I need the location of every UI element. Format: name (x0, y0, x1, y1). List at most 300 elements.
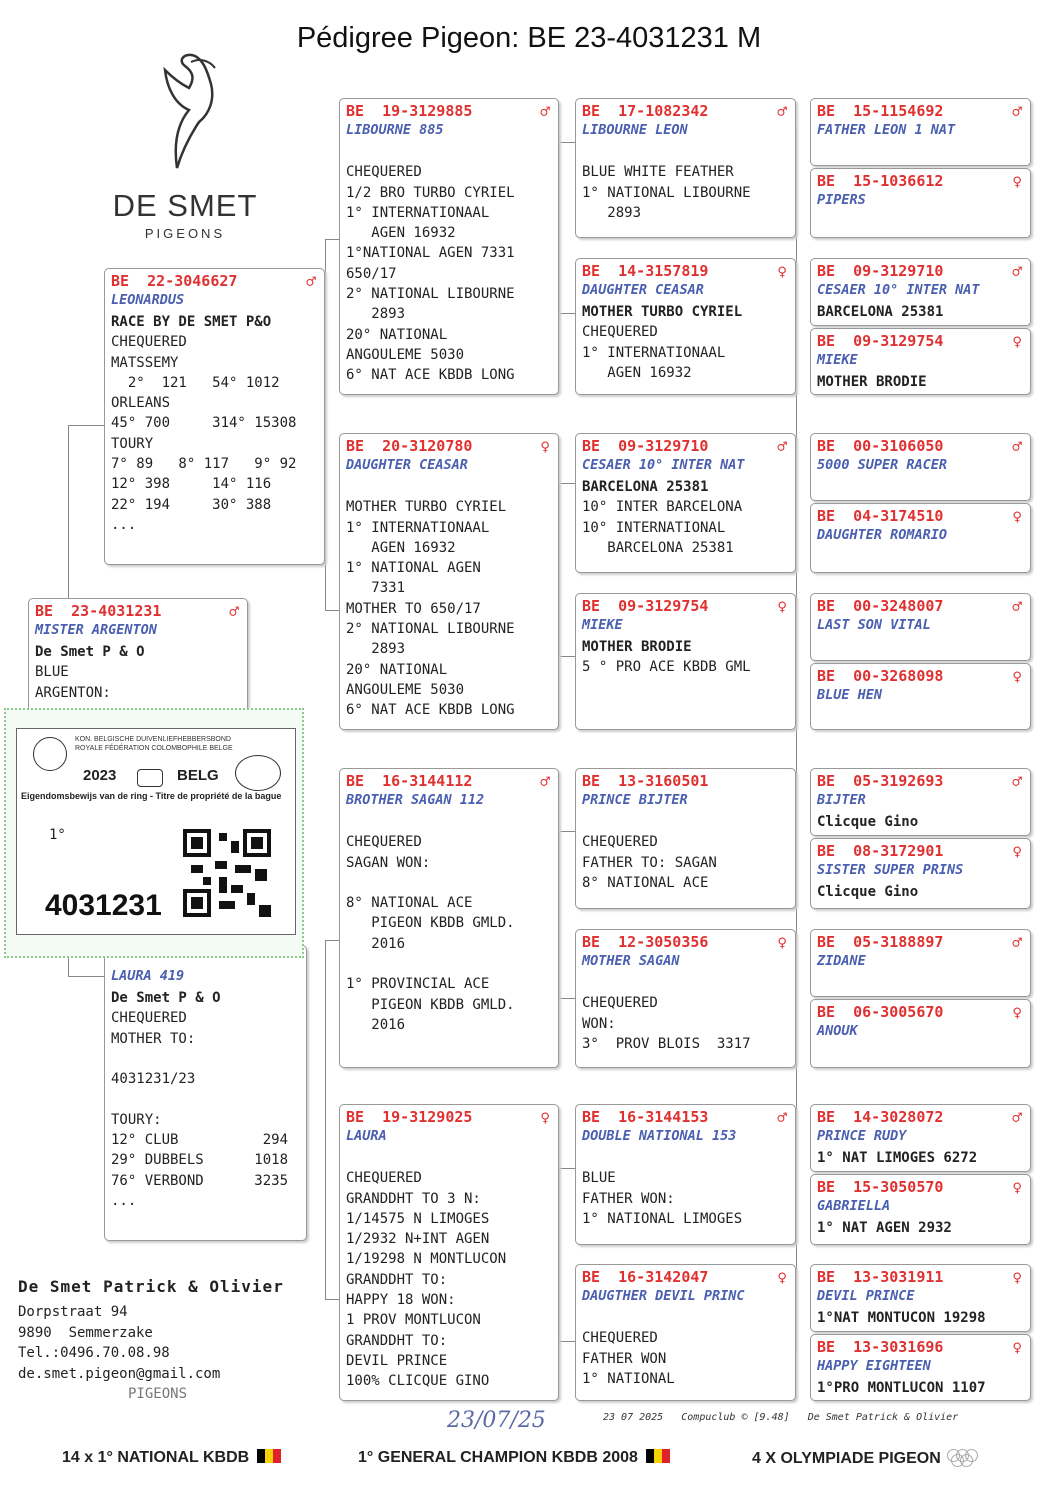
owner-info (18, 1277, 284, 1405)
ring-number (582, 262, 789, 282)
pigeon-info-line: ANGOULEME 5030 (346, 681, 465, 698)
card-gg2 (575, 258, 796, 395)
pigeon-info-line: WON: (582, 1015, 616, 1032)
male-icon: ♂ (1012, 597, 1022, 616)
pigeon-info-line (582, 1148, 789, 1168)
pigeon-name: BLUE HEN (817, 687, 883, 703)
pigeon-info-line: FATHER WON: (582, 1190, 675, 1207)
ring-number (346, 772, 552, 792)
ring-number (817, 1178, 1024, 1198)
female-icon: ♀ (1012, 667, 1022, 686)
pigeon-info-line: 1° INTERNATIONAAL (346, 519, 490, 536)
belgian-flag-icon (646, 1449, 670, 1463)
ring-number (582, 1108, 789, 1128)
pigeon-info-line: 3° PROV BLOIS 3317 (582, 1035, 751, 1052)
pigeon-info-line: FATHER TO: SAGAN (582, 854, 717, 871)
pigeon-info-line: MOTHER TO: (111, 1030, 196, 1047)
logo-subtitle: PIGEONS (144, 226, 226, 241)
pigeon-info-line: AGEN 16932 (346, 539, 456, 556)
ring-number (817, 933, 1024, 953)
ring-number (346, 1108, 552, 1128)
ring-number-text: BE 22-3046627 (111, 272, 238, 290)
card-ggg4 (810, 328, 1031, 395)
pigeon-info-line: BLUE (582, 1170, 616, 1187)
sticker-federation: KON. BELGISCHE DUIVENLIEFHEBBERSBOND ROYALE FÉDÉRATION COLOMBOPHILE BELGE (75, 736, 233, 752)
ring-number (817, 102, 1024, 122)
female-icon: ♀ (540, 437, 550, 456)
pigeon-info-line: 650/17 (346, 265, 397, 282)
pigeon-name: LAST SON VITAL (817, 617, 931, 633)
pigeon-info-line: Clicque Gino (817, 884, 919, 900)
ring-number-text: BE 00-3248007 (817, 597, 944, 615)
ring-number-text: BE 15-1036612 (817, 172, 944, 190)
bottom-right (752, 1449, 981, 1468)
pigeon-name: DAUGTHER DEVIL PRINC (582, 1288, 745, 1304)
pigeon-name: BROTHER SAGAN 112 (346, 792, 485, 808)
dove-icon (155, 48, 225, 178)
connector-g4 (559, 1168, 576, 1342)
card-gg4 (575, 593, 796, 730)
de-smet-logo (105, 48, 265, 243)
card-g2 (339, 433, 559, 730)
pigeon-info-line: CHEQUERED (582, 995, 658, 1012)
pigeon-info-line: 1° NATIONAL LIBOURNE (582, 184, 751, 201)
pigeon-info-line: GRANDDHT TO 3 N: (346, 1190, 481, 1207)
pigeon-info-line: 5 ° PRO ACE KBDB GML (582, 659, 751, 676)
ring-number-text: BE 05-3192693 (817, 772, 944, 790)
sticker-ring-number: 4031231 (45, 889, 162, 922)
pigeon-info-line: 1/2 BRO TURBO CYRIEL (346, 184, 515, 201)
connector-g1 (559, 142, 576, 314)
ring-number-text: BE 09-3129710 (582, 437, 709, 455)
pigeon-name: SISTER SUPER PRINS (817, 862, 964, 878)
pigeon-info-line: 20° NATIONAL (346, 326, 448, 343)
pigeon-name: LAURA (346, 1128, 387, 1144)
pigeon-info-line: 12° 398 14° 116 (111, 476, 272, 493)
ring-number-text: BE 00-3268098 (817, 667, 944, 685)
pigeon-info-line: FATHER WON (582, 1350, 667, 1367)
pigeon-name: DAUGHTER CEASAR (582, 282, 704, 298)
ring-number-text: BE 00-3106050 (817, 437, 944, 455)
ring-number (817, 507, 1024, 527)
connector-gg-col (796, 130, 811, 1350)
pigeon-name: DAUGHTER CEASAR (346, 457, 468, 473)
ring-number-text: BE 13-3160501 (582, 772, 709, 790)
ring-number-text: BE 23-4031231 (35, 602, 162, 620)
card-ggg6 (810, 503, 1031, 573)
pigeon-info-line: ... (111, 516, 137, 533)
card-ggg5 (810, 433, 1031, 501)
card-gg8 (575, 1264, 796, 1401)
pigeon-info-line: HAPPY 18 WON: (346, 1292, 456, 1309)
pigeon-info-line: BARCELONA 25381 (817, 304, 944, 320)
female-icon: ♀ (1012, 172, 1022, 191)
card-gg5 (575, 768, 796, 909)
pigeon-name: MOTHER SAGAN (582, 953, 680, 969)
card-gg1 (575, 98, 796, 238)
pigeon-info-line: PIGEON KBDB GMLD. (346, 996, 515, 1013)
globe-seal-icon (235, 755, 281, 791)
olympic-rings-icon (947, 1449, 981, 1465)
pigeon-info-line: CHEQUERED (346, 164, 422, 181)
owner-name: De Smet Patrick & Olivier (18, 1277, 284, 1296)
ring-number (35, 602, 241, 622)
pigeon-info-line: 22° 194 30° 388 (111, 496, 272, 513)
male-icon: ♂ (229, 602, 239, 621)
pigeon-info-line (346, 954, 552, 974)
ring-number (817, 1338, 1024, 1358)
connector-dam (325, 940, 340, 1300)
card-g3 (339, 768, 559, 1068)
pigeon-info-line: 1° PROVINCIAL ACE (346, 976, 490, 993)
male-icon: ♂ (777, 1108, 787, 1127)
pigeon-info-line (111, 1089, 300, 1109)
ring-number-text: BE 08-3172901 (817, 842, 944, 860)
owner-email: de.smet.pigeon@gmail.com (18, 1365, 221, 1382)
pigeon-info-line: 1° NAT LIMOGES 6272 (817, 1150, 978, 1166)
pigeon-info-line: 1° INTERNATIONAAL (346, 204, 490, 221)
ring-number-text: BE 16-3142047 (582, 1268, 709, 1286)
female-icon: ♀ (1012, 507, 1022, 526)
male-icon: ♂ (1012, 1108, 1022, 1127)
owner-stamp: PIGEONS (128, 1386, 188, 1402)
pigeon-info-line: 10° INTER BARCELONA (582, 499, 743, 516)
kbdb-emblem-icon (33, 737, 67, 771)
ring-number (582, 933, 789, 953)
male-icon: ♂ (540, 102, 550, 121)
ring-number (817, 772, 1024, 792)
male-icon: ♂ (1012, 933, 1022, 952)
pigeon-name: DOUBLE NATIONAL 153 (582, 1128, 737, 1144)
pigeon-info-line: 6° NAT ACE KBDB LONG (346, 367, 515, 384)
ring-number (817, 172, 1024, 192)
pigeon-info-line: 10° INTERNATIONAL (582, 519, 726, 536)
pigeon-info-line: 2016 (346, 1016, 406, 1033)
pigeon-info-line: CHEQUERED (582, 1330, 658, 1347)
pigeon-info-line: 4031231/23 (111, 1071, 196, 1088)
pigeon-name: LIBOURNE LEON (582, 122, 688, 138)
connector-g2 (559, 483, 576, 657)
pigeon-info-line (582, 1308, 789, 1328)
ring-number (346, 437, 552, 457)
card-g1 (339, 98, 559, 395)
pigeon-info-line: CHEQUERED (111, 1010, 187, 1027)
ring-number (817, 332, 1024, 352)
pigeon-name: FATHER LEON 1 NAT (817, 122, 956, 138)
card-gg6 (575, 929, 796, 1068)
pigeon-info-line: MATSSEMY (111, 354, 179, 371)
ring-certificate-sticker (4, 708, 304, 958)
female-icon: ♀ (1012, 1003, 1022, 1022)
pigeon-info-line: 100% CLICQUE GINO (346, 1373, 490, 1390)
pigeon-name: GABRIELLA (817, 1198, 891, 1214)
male-icon: ♂ (540, 772, 550, 791)
ring-number (111, 272, 318, 292)
pigeon-info-line: 1° INTERNATIONAAL (582, 344, 726, 361)
pigeon-name: PRINCE BIJTER (582, 792, 688, 808)
pigeon-info-line: 1/19298 N MONTLUCON (346, 1251, 507, 1268)
card-ggg9 (810, 768, 1031, 836)
ring-number-text: BE 09-3129754 (582, 597, 709, 615)
pigeon-info-line: 2893 (346, 306, 406, 323)
sticker-year: 2023 (83, 767, 117, 784)
pigeon-info-line: BARCELONA 25381 (582, 479, 709, 495)
ring-number-text: BE 05-3188897 (817, 933, 944, 951)
ring-number (582, 437, 789, 457)
female-icon: ♀ (1012, 1178, 1022, 1197)
ring-number-text: BE 14-3028072 (817, 1108, 944, 1126)
pigeon-info-line: CHEQUERED (582, 324, 658, 341)
female-icon: ♀ (540, 1108, 550, 1127)
pigeon-name: LEONARDUS (111, 292, 185, 308)
ring-number (582, 102, 789, 122)
pigeon-info-line: 2893 (346, 641, 406, 658)
pigeon-info-line (582, 812, 789, 832)
ring-number (817, 842, 1024, 862)
handwritten-date: 23/07/25 (447, 1408, 546, 1433)
pigeon-info-line: MOTHER BRODIE (817, 374, 927, 390)
pigeon-info-line: 2° NATIONAL LIBOURNE (346, 286, 515, 303)
pigeon-name: CESAER 10° INTER NAT (817, 282, 980, 298)
pigeon-info-line: CHEQUERED (346, 834, 422, 851)
pigeon-name: MIEKE (817, 352, 858, 368)
female-icon: ♀ (777, 1268, 787, 1287)
pigeon-info-line: 1°NATIONAL AGEN 7331 (346, 245, 515, 262)
pigeon-info-line: TOURY (111, 435, 154, 452)
card-ggg1 (810, 98, 1031, 166)
ring-number-text: BE 20-3120780 (346, 437, 473, 455)
female-icon: ♀ (777, 262, 787, 281)
pigeon-info-line: MOTHER TURBO CYRIEL (582, 304, 743, 320)
ring-number (817, 437, 1024, 457)
female-icon: ♀ (1012, 1338, 1022, 1357)
ring-number-text: BE 15-3050570 (817, 1178, 944, 1196)
ring-number-text: BE 09-3129710 (817, 262, 944, 280)
pigeon-info-line: 6° NAT ACE KBDB LONG (346, 702, 515, 719)
pigeon-info-line: De Smet P & O (111, 990, 221, 1006)
card-ggg8 (810, 663, 1031, 730)
pigeon-info-line: 1° NATIONAL AGEN (346, 560, 481, 577)
pigeon-info-line: SAGAN WON: (346, 854, 431, 871)
pigeon-info-line: 1°NAT MONTUCON 19298 (817, 1310, 986, 1326)
pigeon-info-line: 7331 (346, 580, 406, 597)
ring-number (582, 1268, 789, 1288)
ring-number (817, 1108, 1024, 1128)
pigeon-info-line: CHEQUERED (346, 1170, 422, 1187)
card-sire (104, 268, 325, 565)
ring-number-text: BE 12-3050356 (582, 933, 709, 951)
bottom-center (358, 1449, 670, 1467)
pigeon-info-line: 1/14575 N LIMOGES (346, 1210, 490, 1227)
card-ggg16 (810, 1334, 1031, 1401)
pigeon-info-line: ANGOULEME 5030 (346, 346, 465, 363)
male-icon: ♂ (1012, 262, 1022, 281)
pigeon-info-line: MOTHER BRODIE (582, 639, 692, 655)
owner-street: Dorpstraat 94 (18, 1304, 128, 1320)
pigeon-info-line: 2° NATIONAL LIBOURNE (346, 621, 515, 638)
pigeon-info-line: PIGEON KBDB GMLD. (346, 915, 515, 932)
pigeon-info-line: 1° NATIONAL LIMOGES (582, 1210, 743, 1227)
ring-number-text: BE 04-3174510 (817, 507, 944, 525)
sticker-card (16, 728, 296, 935)
pigeon-info-line: 76° VERBOND 3235 (111, 1172, 289, 1189)
pigeon-info-line: 29° DUBBELS 1018 (111, 1152, 289, 1169)
pigeon-name: LIBOURNE 885 (346, 122, 444, 138)
ring-number-text: BE 14-3157819 (582, 262, 709, 280)
card-g4 (339, 1104, 559, 1401)
pigeon-info-line: 8° NATIONAL ACE (346, 895, 473, 912)
male-icon: ♂ (1012, 772, 1022, 791)
pigeon-info-line: BLUE (35, 664, 69, 681)
card-gg3 (575, 433, 796, 573)
sticker-ownership: Eigendomsbewijs van de ring - Titre de propriété de la bague (21, 791, 282, 801)
ring-number (817, 667, 1024, 687)
ring-number-text: BE 19-3129885 (346, 102, 473, 120)
male-icon: ♂ (1012, 102, 1022, 121)
pigeon-info-line: De Smet P & O (35, 644, 145, 660)
connector-sire (325, 239, 340, 611)
card-ggg14 (810, 1174, 1031, 1245)
ring-number-text: BE 13-3031696 (817, 1338, 944, 1356)
pigeon-name: DEVIL PRINCE (817, 1288, 915, 1304)
pigeon-info-line (111, 1049, 300, 1069)
ring-number (817, 1003, 1024, 1023)
pigeon-name: PIPERS (817, 192, 866, 208)
sticker-rank: 1° (49, 827, 66, 843)
crown-icon (137, 769, 163, 787)
pigeon-name: ZIDANE (817, 953, 866, 969)
pigeon-info-line (346, 873, 552, 893)
pigeon-info-line: AGEN 16932 (582, 364, 692, 381)
pigeon-name: HAPPY EIGHTEEN (817, 1358, 931, 1374)
pigeon-info-line: 20° NATIONAL (346, 661, 448, 678)
card-ggg11 (810, 929, 1031, 997)
bottom-center-text: 1° GENERAL CHAMPION KBDB 2008 (358, 1449, 638, 1466)
pigeon-name: ANOUK (817, 1023, 858, 1039)
ring-number-text: BE 13-3031911 (817, 1268, 944, 1286)
ring-number-text: BE 17-1082342 (582, 102, 709, 120)
bottom-left (62, 1449, 281, 1467)
card-ggg7 (810, 593, 1031, 661)
sticker-country: BELG (177, 767, 219, 784)
card-ggg15 (810, 1264, 1031, 1332)
pigeon-info-line: 1° NATIONAL (582, 1370, 675, 1387)
pigeon-info-line (346, 812, 552, 832)
pigeon-info-line: 1 PROV MONTLUCON (346, 1312, 481, 1329)
pigeon-name: MISTER ARGENTON (35, 622, 157, 638)
card-ggg2 (810, 168, 1031, 238)
pigeon-info-line (346, 1148, 552, 1168)
ring-number-text: BE 09-3129754 (817, 332, 944, 350)
footer-meta: 23 07 2025 Compuclub © [9.48] De Smet Patrick & Olivier (603, 1412, 959, 1423)
qr-code-icon (183, 829, 271, 917)
female-icon: ♀ (777, 597, 787, 616)
ring-number-text: BE 15-1154692 (817, 102, 944, 120)
pigeon-name: 5000 SUPER RACER (817, 457, 948, 473)
pigeon-info-line: BLUE WHITE FEATHER (582, 164, 734, 181)
card-ggg3 (810, 258, 1031, 326)
pigeon-info-line: 45° 700 314° 15308 (111, 415, 297, 432)
pigeon-info-line: TOURY: (111, 1111, 162, 1128)
pigeon-info-line: 12° CLUB 294 (111, 1132, 289, 1149)
pigeon-info-line (346, 142, 552, 162)
pigeon-info-line: CHEQUERED (582, 834, 658, 851)
pigeon-info-line: GRANDDHT TO: (346, 1332, 448, 1349)
pigeon-info-line (346, 477, 552, 497)
pigeon-info-line: ... (111, 1192, 137, 1209)
ring-number-text: BE 16-3144153 (582, 1108, 709, 1126)
card-ggg13 (810, 1104, 1031, 1172)
pigeon-info-line: 7° 89 8° 117 9° 92 (111, 456, 297, 473)
female-icon: ♀ (777, 933, 787, 952)
pigeon-info-line (582, 973, 789, 993)
pigeon-info-line: MOTHER TO 650/17 (346, 600, 481, 617)
pigeon-info-line: ARGENTON: (35, 684, 111, 701)
ring-number (582, 772, 789, 792)
ring-number (817, 597, 1024, 617)
ring-number-text: BE 19-3129025 (346, 1108, 473, 1126)
logo-brand: DE SMET (112, 188, 258, 223)
pigeon-info-line: BARCELONA 25381 (582, 539, 734, 556)
pigeon-info-line: 1/2932 N+INT AGEN (346, 1231, 490, 1248)
owner-city: 9890 Semmerzake (18, 1324, 153, 1341)
male-icon: ♂ (1012, 437, 1022, 456)
pigeon-info-line: ORLEANS (111, 395, 171, 412)
pigeon-info-line: 2° 121 54° 1012 (111, 374, 280, 391)
pigeon-name: PRINCE RUDY (817, 1128, 907, 1144)
card-ggg12 (810, 999, 1031, 1068)
pigeon-info-line: MOTHER TURBO CYRIEL (346, 499, 507, 516)
ring-number-text: BE 16-3144112 (346, 772, 473, 790)
pigeon-name: DAUGHTER ROMARIO (817, 527, 948, 543)
male-icon: ♂ (777, 102, 787, 121)
connector-g3 (559, 831, 576, 999)
pigeon-info-line: DEVIL PRINCE (346, 1352, 448, 1369)
bottom-left-text: 14 x 1° NATIONAL KBDB (62, 1449, 250, 1466)
ring-number (582, 597, 789, 617)
male-icon: ♂ (777, 437, 787, 456)
pigeon-info-line: CHEQUERED (111, 334, 187, 351)
pigeon-info-line: 8° NATIONAL ACE (582, 874, 709, 891)
ring-number-text: BE 06-3005670 (817, 1003, 944, 1021)
pigeon-name: CESAER 10° INTER NAT (582, 457, 745, 473)
belgian-flag-icon (257, 1449, 281, 1463)
female-icon: ♀ (1012, 1268, 1022, 1287)
page-title: Pédigree Pigeon: BE 23-4031231 M (296, 22, 762, 54)
card-subject (28, 598, 248, 718)
pigeon-name: MIEKE (582, 617, 623, 633)
ring-number (817, 262, 1024, 282)
female-icon: ♀ (1012, 842, 1022, 861)
pigeon-name: BIJTER (817, 792, 866, 808)
card-gg7 (575, 1104, 796, 1245)
card-dam (104, 945, 307, 1241)
bottom-right-text: 4 X OLYMPIADE PIGEON (752, 1450, 941, 1467)
pigeon-info-line: RACE BY DE SMET P&O (111, 314, 272, 330)
ring-number (817, 1268, 1024, 1288)
pigeon-info-line: GRANDDHT TO: (346, 1271, 448, 1288)
male-icon: ♂ (306, 272, 316, 291)
pigeon-info-line: 2016 (346, 935, 406, 952)
owner-phone: Tel.:0496.70.08.98 (18, 1345, 170, 1361)
card-ggg10 (810, 838, 1031, 909)
pigeon-info-line: Clicque Gino (817, 814, 919, 830)
pigeon-info-line: 1°PRO MONTLUCON 1107 (817, 1380, 986, 1396)
ring-number (346, 102, 552, 122)
pigeon-name: LAURA 419 (111, 968, 185, 984)
pigeon-info-line: AGEN 16932 (346, 225, 456, 242)
pigeon-info-line: 2893 (582, 204, 642, 221)
